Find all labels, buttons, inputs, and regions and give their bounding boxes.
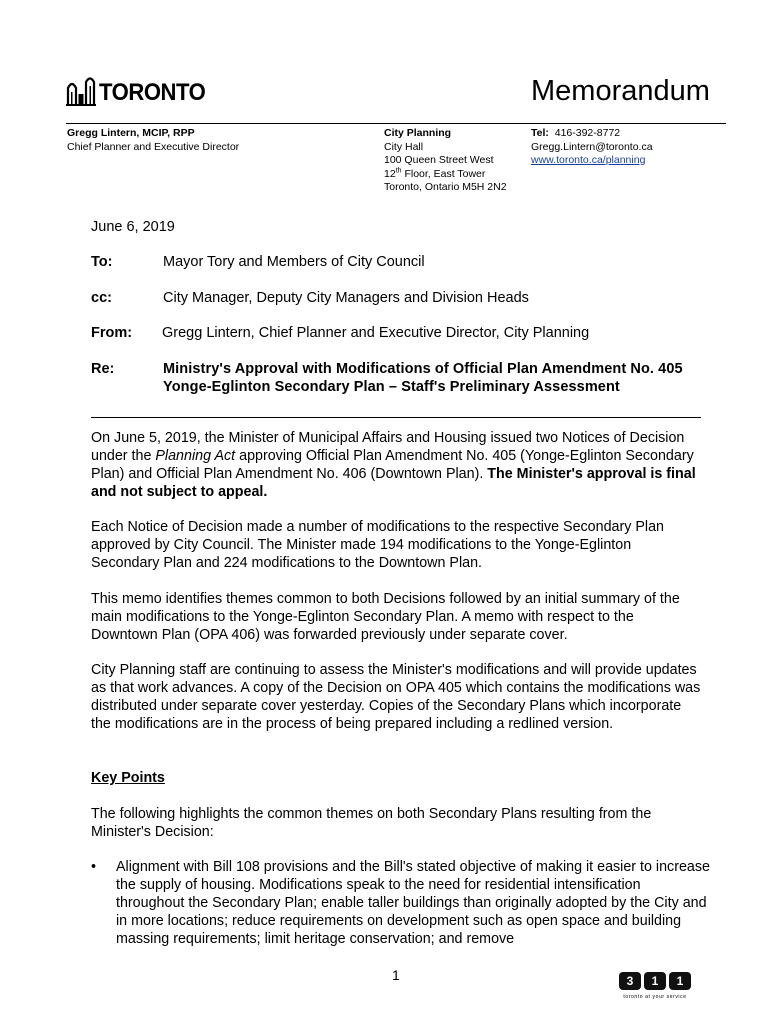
address-floor: 12th Floor, East Tower [384, 167, 486, 180]
re-subject-line: Yonge-Eglinton Secondary Plan – Staff's Preliminary Assessment [163, 379, 620, 395]
logo-311-digit: 1 [669, 972, 691, 990]
memo-title: Memorandum [531, 75, 710, 107]
memo-date: June 6, 2019 [91, 219, 175, 235]
address-block [384, 127, 507, 195]
paragraph-modifications: Each Notice of Decision made a number of modifications to the respective Secondary Plan approved by City Council. The Minister made 194 modifications to the Yonge-Eglinton Secondary Plan and 224 modifications to the Downtown Plan. [91, 519, 664, 571]
sender-title: Chief Planner and Executive Director [67, 140, 240, 153]
logo-311 [619, 972, 691, 1000]
paragraph-staff-assessment: City Planning staff are continuing to assess the Minister's modifications and will provide updates as that work advances. A copy of the Decision on OPA 405 which contains the modifications was distributed under separate cover yesterday. Copies of the Secondary Plans which incorporate the modifications are in the process of being prepared including a redlined version. [91, 662, 701, 732]
website-link[interactable]: www.toronto.ca/planning [531, 154, 646, 166]
logo-wordmark: TORONTO [99, 79, 206, 106]
page-number: 1 [392, 967, 400, 983]
cc-value: City Manager, Deputy City Managers and Division Heads [163, 290, 529, 306]
paragraph-intro: On June 5, 2019, the Minister of Municipal Affairs and Housing issued two Notices of Decision under the Planning Act approving Official Plan Amendment No. 405 (Yonge-Eglinton Secondary Plan) and Official Plan Amendment No. 406 (Downtown Plan). The Minister's approval is final and not subject to appeal. [91, 430, 696, 500]
from-value: Gregg Lintern, Chief Planner and Executive Director, City Planning [162, 325, 590, 341]
sender-name: Gregg Lintern, MCIP, RPP [67, 127, 195, 139]
address-city: Toronto, Ontario M5H 2N2 [384, 181, 507, 193]
header-divider [66, 123, 726, 124]
to-value: Mayor Tory and Members of City Council [163, 254, 425, 270]
address-line: 100 Queen Street West [384, 154, 494, 166]
email[interactable]: Gregg.Lintern@toronto.ca [531, 140, 653, 153]
cc-label: cc: [91, 290, 112, 306]
address-line: City Hall [384, 140, 424, 153]
telephone: Tel: 416-392-8772 [531, 127, 621, 139]
paragraph-themes-intro: The following highlights the common themes on both Secondary Plans resulting from the Minister's Decision: [91, 806, 652, 840]
bullet-icon: • [91, 859, 97, 875]
to-label: To: [91, 254, 113, 270]
contact-block [531, 127, 653, 168]
toronto-logo [66, 70, 215, 106]
themes-list [91, 858, 711, 948]
re-subject-line: Ministry's Approval with Modifications of Official Plan Amendment No. 405 [163, 361, 683, 377]
sender-block [67, 127, 239, 154]
logo-311-digit: 1 [644, 972, 666, 990]
department: City Planning [384, 127, 452, 139]
re-subject [163, 360, 683, 396]
from-label: From: [91, 325, 133, 341]
list-item: • Alignment with Bill 108 provisions and the Bill's stated objective of making it easier to increase the supply of housing. Modifications speak to the need for residential intensification throughout the Secondary Plan; enable taller buildings than originally adopted by the City and in more locations; reduce requirements on development such as open space and building massing requirements; limit heritage conservation; and remove [91, 859, 710, 947]
section-heading-key-points: Key Points [91, 770, 165, 786]
city-hall-icon [66, 76, 96, 106]
logo-311-tagline: toronto at your service [623, 994, 687, 1000]
subject-divider [91, 417, 701, 418]
re-label: Re: [91, 361, 115, 377]
paragraph-memo-scope: This memo identifies themes common to both Decisions followed by an initial summary of the main modifications to the Yonge-Eglinton Secondary Plan. A memo with respect to the Downtown Plan (OPA 406) was forwarded previously under separate cover. [91, 591, 680, 643]
logo-311-digit: 3 [619, 972, 641, 990]
